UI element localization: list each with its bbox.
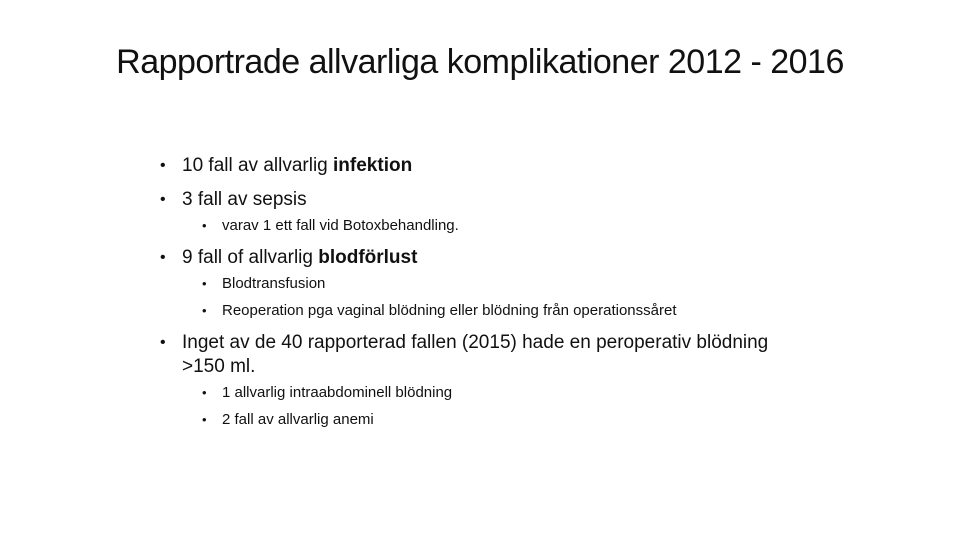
- bullet-bold-text: blodförlust: [318, 247, 418, 268]
- bullet-icon: •: [160, 157, 166, 174]
- bullet-text: 10 fall av allvarlig: [182, 155, 334, 176]
- slide-title: Rapportrade allvarliga komplikationer 2012 - 2016: [116, 43, 844, 81]
- bullet-icon: •: [160, 334, 166, 351]
- sub-bullet-text: 2 fall av allvarlig anemi: [222, 411, 374, 428]
- sub-bullet-anemia: [158, 410, 858, 430]
- bullet-bold-text: infektion: [333, 155, 413, 176]
- bullet-item-sepsis: [158, 188, 858, 212]
- bullet-icon: •: [160, 191, 166, 208]
- sub-bullet-reoperation: [158, 301, 858, 321]
- sub-bullet-icon: •: [202, 218, 207, 233]
- sub-bullet-text: varav 1 ett fall vid Botoxbehandling.: [222, 217, 459, 234]
- sub-bullet-transfusion: [158, 274, 858, 294]
- sub-bullet-botox: [158, 216, 858, 236]
- sub-bullet-intraabdominal: [158, 383, 858, 403]
- bullet-item-infection: [158, 154, 858, 178]
- bullet-text: 3 fall av sepsis: [182, 189, 307, 210]
- bullet-item-peroperative: [158, 331, 858, 379]
- bullet-list: [158, 154, 858, 430]
- sub-bullet-icon: •: [202, 303, 207, 318]
- sub-bullet-icon: •: [202, 276, 207, 291]
- bullet-text: Inget av de 40 rapporterad fallen (2015) hade en peroperativ blödning >150 ml.: [182, 332, 769, 377]
- sub-bullet-text: Reoperation pga vaginal blödning eller blödning från operationssåret: [222, 302, 677, 319]
- sub-bullet-text: 1 allvarlig intraabdominell blödning: [222, 384, 453, 401]
- sub-bullet-icon: •: [202, 385, 207, 400]
- bullet-item-blood-loss: [158, 246, 858, 270]
- sub-bullet-icon: •: [202, 412, 207, 427]
- sub-bullet-text: Blodtransfusion: [222, 275, 326, 292]
- bullet-text: 9 fall of allvarlig: [182, 247, 319, 268]
- bullet-icon: •: [160, 249, 166, 266]
